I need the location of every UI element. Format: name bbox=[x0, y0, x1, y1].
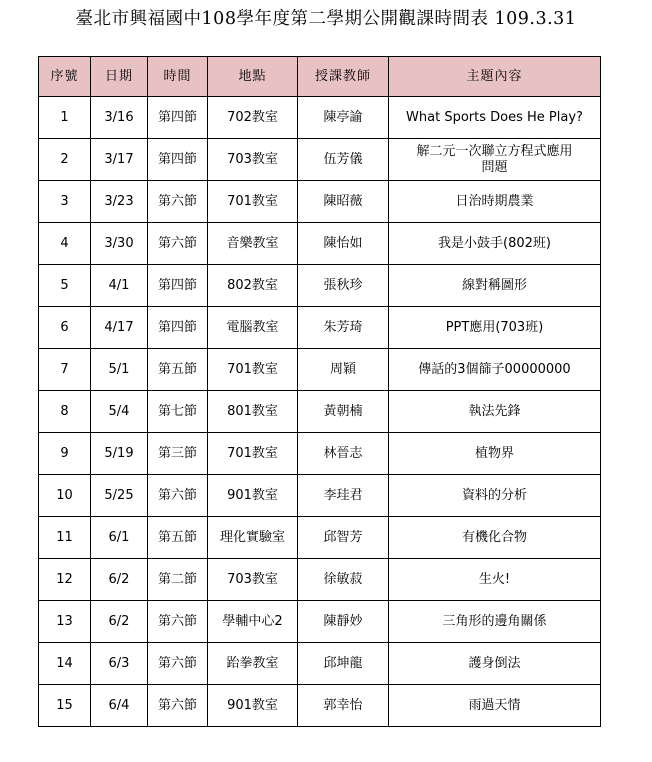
cell-location: 802教室 bbox=[208, 265, 298, 307]
cell-date: 3/16 bbox=[91, 97, 148, 139]
cell-period: 第五節 bbox=[148, 517, 208, 559]
cell-teacher: 陳亭諭 bbox=[298, 97, 389, 139]
cell-topic bbox=[389, 139, 601, 181]
cell-teacher: 陳昭薇 bbox=[298, 181, 389, 223]
cell-teacher: 張秋珍 bbox=[298, 265, 389, 307]
cell-date: 6/3 bbox=[91, 643, 148, 685]
cell-location: 電腦教室 bbox=[208, 307, 298, 349]
table-row bbox=[39, 181, 601, 223]
cell-date: 5/25 bbox=[91, 475, 148, 517]
cell-no: 15 bbox=[39, 685, 91, 727]
cell-location: 801教室 bbox=[208, 391, 298, 433]
cell-date: 4/17 bbox=[91, 307, 148, 349]
table-row bbox=[39, 307, 601, 349]
cell-date: 5/19 bbox=[91, 433, 148, 475]
cell-topic: 有機化合物 bbox=[389, 517, 601, 559]
cell-no: 10 bbox=[39, 475, 91, 517]
cell-teacher: 林晉志 bbox=[298, 433, 389, 475]
cell-period: 第六節 bbox=[148, 181, 208, 223]
cell-location: 理化實驗室 bbox=[208, 517, 298, 559]
cell-no: 7 bbox=[39, 349, 91, 391]
cell-period: 第六節 bbox=[148, 601, 208, 643]
table-row bbox=[39, 433, 601, 475]
header-teacher: 授課教師 bbox=[298, 57, 389, 97]
cell-location: 901教室 bbox=[208, 685, 298, 727]
cell-location: 701教室 bbox=[208, 181, 298, 223]
cell-topic: 植物界 bbox=[389, 433, 601, 475]
cell-topic: 雨過天情 bbox=[389, 685, 601, 727]
table-row bbox=[39, 475, 601, 517]
header-topic: 主題內容 bbox=[389, 57, 601, 97]
cell-topic: 護身倒法 bbox=[389, 643, 601, 685]
cell-topic: 傳話的3個篩子00000000 bbox=[389, 349, 601, 391]
cell-no: 12 bbox=[39, 559, 91, 601]
cell-period: 第四節 bbox=[148, 307, 208, 349]
cell-date: 5/1 bbox=[91, 349, 148, 391]
cell-period: 第二節 bbox=[148, 559, 208, 601]
table-row bbox=[39, 97, 601, 139]
cell-period: 第三節 bbox=[148, 433, 208, 475]
cell-no: 13 bbox=[39, 601, 91, 643]
cell-location: 901教室 bbox=[208, 475, 298, 517]
cell-no: 11 bbox=[39, 517, 91, 559]
cell-topic: 我是小鼓手(802班) bbox=[389, 223, 601, 265]
cell-date: 6/1 bbox=[91, 517, 148, 559]
cell-period: 第四節 bbox=[148, 265, 208, 307]
cell-topic: 三角形的邊角關係 bbox=[389, 601, 601, 643]
cell-date: 6/2 bbox=[91, 601, 148, 643]
header-period: 時間 bbox=[148, 57, 208, 97]
cell-period: 第六節 bbox=[148, 475, 208, 517]
table-row bbox=[39, 601, 601, 643]
cell-teacher: 邱坤龍 bbox=[298, 643, 389, 685]
cell-teacher: 李珪君 bbox=[298, 475, 389, 517]
cell-no: 1 bbox=[39, 97, 91, 139]
table-row bbox=[39, 559, 601, 601]
cell-date: 3/30 bbox=[91, 223, 148, 265]
cell-no: 8 bbox=[39, 391, 91, 433]
page-title: 臺北市興福國中108學年度第二學期公開觀課時間表 109.3.31 bbox=[75, 9, 577, 29]
cell-location: 音樂教室 bbox=[208, 223, 298, 265]
cell-no: 4 bbox=[39, 223, 91, 265]
cell-location: 701教室 bbox=[208, 349, 298, 391]
header-no: 序號 bbox=[39, 57, 91, 97]
cell-topic: PPT應用(703班) bbox=[389, 307, 601, 349]
header-date: 日期 bbox=[91, 57, 148, 97]
table-row bbox=[39, 223, 601, 265]
cell-topic-text: 解二元一次聯立方程式應用問題 bbox=[416, 143, 573, 175]
cell-period: 第六節 bbox=[148, 223, 208, 265]
cell-teacher: 伍芳儀 bbox=[298, 139, 389, 181]
cell-period: 第七節 bbox=[148, 391, 208, 433]
cell-topic: 生火! bbox=[389, 559, 601, 601]
cell-topic: 資料的分析 bbox=[389, 475, 601, 517]
cell-teacher: 徐敏菽 bbox=[298, 559, 389, 601]
table-row bbox=[39, 349, 601, 391]
cell-teacher: 周穎 bbox=[298, 349, 389, 391]
cell-no: 6 bbox=[39, 307, 91, 349]
cell-date: 3/17 bbox=[91, 139, 148, 181]
schedule-table bbox=[38, 56, 601, 727]
cell-topic: 日治時期農業 bbox=[389, 181, 601, 223]
cell-topic: 線對稱圖形 bbox=[389, 265, 601, 307]
cell-location: 703教室 bbox=[208, 559, 298, 601]
table-row bbox=[39, 517, 601, 559]
cell-teacher: 陳怡如 bbox=[298, 223, 389, 265]
table-row bbox=[39, 685, 601, 727]
table-row bbox=[39, 265, 601, 307]
cell-date: 6/4 bbox=[91, 685, 148, 727]
cell-date: 5/4 bbox=[91, 391, 148, 433]
cell-no: 2 bbox=[39, 139, 91, 181]
cell-teacher: 朱芳琦 bbox=[298, 307, 389, 349]
cell-no: 3 bbox=[39, 181, 91, 223]
cell-period: 第四節 bbox=[148, 139, 208, 181]
cell-teacher: 陳靜妙 bbox=[298, 601, 389, 643]
cell-location: 學輔中心2 bbox=[208, 601, 298, 643]
cell-period: 第五節 bbox=[148, 349, 208, 391]
cell-period: 第四節 bbox=[148, 97, 208, 139]
cell-date: 3/23 bbox=[91, 181, 148, 223]
cell-no: 5 bbox=[39, 265, 91, 307]
cell-location: 703教室 bbox=[208, 139, 298, 181]
header-location: 地點 bbox=[208, 57, 298, 97]
cell-teacher: 邱智芳 bbox=[298, 517, 389, 559]
cell-period: 第六節 bbox=[148, 685, 208, 727]
cell-location: 701教室 bbox=[208, 433, 298, 475]
cell-date: 4/1 bbox=[91, 265, 148, 307]
cell-teacher: 郭幸怡 bbox=[298, 685, 389, 727]
cell-location: 跆拳教室 bbox=[208, 643, 298, 685]
cell-no: 9 bbox=[39, 433, 91, 475]
cell-date: 6/2 bbox=[91, 559, 148, 601]
table-row bbox=[39, 391, 601, 433]
table-row bbox=[39, 139, 601, 181]
cell-topic: What Sports Does He Play? bbox=[389, 97, 601, 139]
cell-topic: 執法先鋒 bbox=[389, 391, 601, 433]
cell-no: 14 bbox=[39, 643, 91, 685]
table-row bbox=[39, 643, 601, 685]
cell-teacher: 黃朝楠 bbox=[298, 391, 389, 433]
header-row bbox=[39, 57, 601, 97]
cell-location: 702教室 bbox=[208, 97, 298, 139]
cell-period: 第六節 bbox=[148, 643, 208, 685]
